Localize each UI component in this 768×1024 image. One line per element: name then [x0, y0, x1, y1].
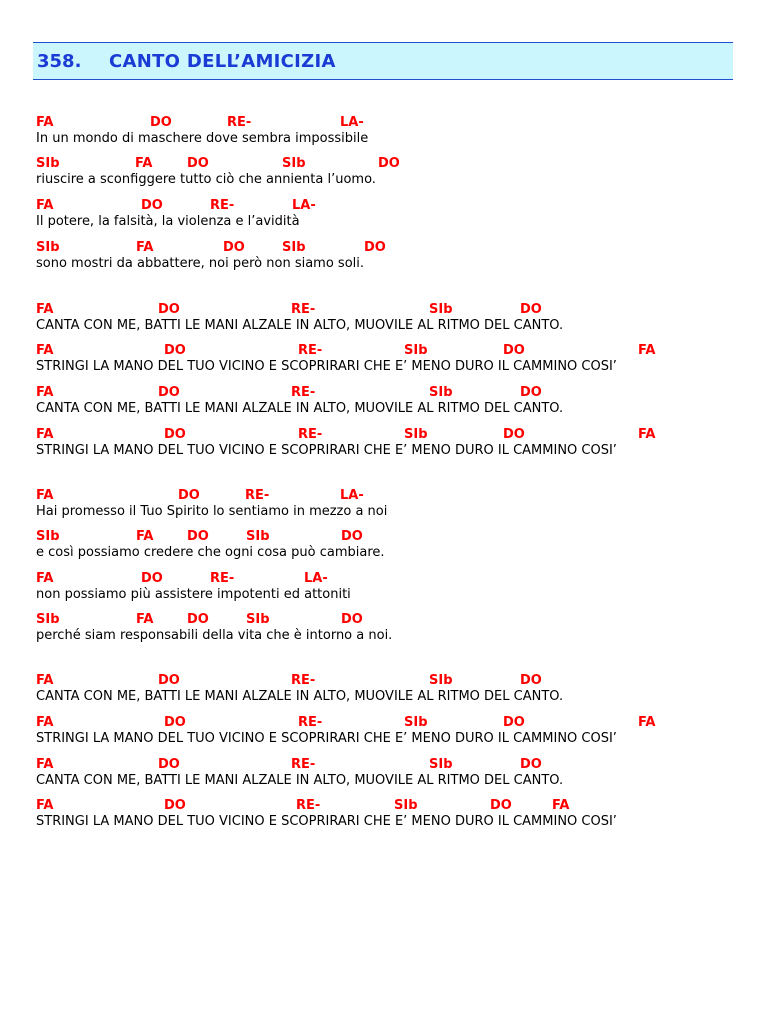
chord: DO [150, 115, 172, 130]
chord: FA [36, 798, 54, 813]
chord: SIb [246, 529, 270, 544]
chord: RE- [291, 673, 316, 688]
chord: FA [36, 571, 54, 586]
chord: LA- [304, 571, 328, 586]
lyric-line: perché siam responsabili della vita che è intorno a noi. [36, 628, 393, 643]
chord: SIb [36, 240, 60, 255]
chord: DO [341, 612, 363, 627]
chord: RE- [298, 343, 323, 358]
chord: DO [158, 673, 180, 688]
chord: RE- [245, 488, 270, 503]
chord: FA [638, 343, 656, 358]
chord: DO [187, 156, 209, 171]
chord: FA [552, 798, 570, 813]
chord: DO [158, 757, 180, 772]
song-number: 358. [37, 51, 82, 72]
chord: SIb [404, 715, 428, 730]
chord: FA [136, 612, 154, 627]
chord: FA [36, 673, 54, 688]
lyric-line: STRINGI LA MANO DEL TUO VICINO E SCOPRIRARI CHE E’ MENO DURO IL CAMMINO COSI’ [36, 443, 617, 458]
chord: FA [135, 156, 153, 171]
chord: SIb [429, 673, 453, 688]
chord: FA [136, 529, 154, 544]
chord: LA- [340, 115, 364, 130]
chord: DO [503, 427, 525, 442]
chord: SIb [404, 427, 428, 442]
chord: RE- [296, 798, 321, 813]
chord: SIb [429, 385, 453, 400]
chord: SIb [429, 757, 453, 772]
chord: FA [36, 715, 54, 730]
chord: DO [520, 673, 542, 688]
chord: DO [341, 529, 363, 544]
chord: SIb [282, 156, 306, 171]
chord: LA- [340, 488, 364, 503]
chord: DO [520, 302, 542, 317]
chord: SIb [429, 302, 453, 317]
chord: SIb [36, 612, 60, 627]
chord: RE- [210, 198, 235, 213]
chord: DO [490, 798, 512, 813]
chord: FA [36, 757, 54, 772]
chord: DO [378, 156, 400, 171]
song-header [33, 42, 733, 80]
lyric-line: STRINGI LA MANO DEL TUO VICINO E SCOPRIRARI CHE E’ MENO DURO IL CAMMINO COSI’ [36, 731, 617, 746]
lyric-line: Il potere, la falsità, la violenza e l’avidità [36, 214, 300, 229]
lyric-line: Hai promesso il Tuo Spirito lo sentiamo in mezzo a noi [36, 504, 388, 519]
lyric-line: STRINGI LA MANO DEL TUO VICINO E SCOPRIRARI CHE E’ MENO DURO IL CAMMINO COSI’ [36, 359, 617, 374]
chord: DO [164, 427, 186, 442]
lyric-line: riuscire a sconfiggere tutto ciò che annienta l’uomo. [36, 172, 376, 187]
chord: DO [364, 240, 386, 255]
chord: RE- [291, 757, 316, 772]
lyric-line: STRINGI LA MANO DEL TUO VICINO E SCOPRIRARI CHE E’ MENO DURO IL CAMMINO COSI’ [36, 814, 617, 829]
chord: DO [158, 302, 180, 317]
lyric-line: CANTA CON ME, BATTI LE MANI ALZALE IN ALTO, MUOVILE AL RITMO DEL CANTO. [36, 318, 564, 333]
chord: FA [36, 488, 54, 503]
chord: DO [187, 612, 209, 627]
lyric-line: CANTA CON ME, BATTI LE MANI ALZALE IN ALTO, MUOVILE AL RITMO DEL CANTO. [36, 689, 564, 704]
lyric-line: e così possiamo credere che ogni cosa può cambiare. [36, 545, 385, 560]
lyric-line: CANTA CON ME, BATTI LE MANI ALZALE IN ALTO, MUOVILE AL RITMO DEL CANTO. [36, 773, 564, 788]
chord: RE- [227, 115, 252, 130]
song-title: CANTO DELL’AMICIZIA [109, 51, 336, 72]
lyric-line: non possiamo più assistere impotenti ed attoniti [36, 587, 351, 602]
chord: DO [164, 715, 186, 730]
chord: DO [158, 385, 180, 400]
chord: DO [223, 240, 245, 255]
chord: FA [36, 302, 54, 317]
chord: DO [520, 757, 542, 772]
chord: LA- [292, 198, 316, 213]
chord: FA [36, 343, 54, 358]
chord: RE- [291, 385, 316, 400]
lyric-line: CANTA CON ME, BATTI LE MANI ALZALE IN ALTO, MUOVILE AL RITMO DEL CANTO. [36, 401, 564, 416]
chord: RE- [298, 427, 323, 442]
chord: DO [141, 571, 163, 586]
chord: SIb [36, 529, 60, 544]
chord: SIb [282, 240, 306, 255]
chord: FA [638, 715, 656, 730]
chord: DO [164, 343, 186, 358]
chord: FA [36, 198, 54, 213]
chord: FA [36, 115, 54, 130]
chord: SIb [246, 612, 270, 627]
chord: DO [164, 798, 186, 813]
chord: FA [136, 240, 154, 255]
chord: FA [638, 427, 656, 442]
chord: DO [141, 198, 163, 213]
chord: FA [36, 427, 54, 442]
chord: RE- [291, 302, 316, 317]
chord: DO [503, 343, 525, 358]
chord: DO [503, 715, 525, 730]
chord: RE- [298, 715, 323, 730]
chord: RE- [210, 571, 235, 586]
chord: SIb [394, 798, 418, 813]
chord: DO [520, 385, 542, 400]
lyric-line: sono mostri da abbattere, noi però non siamo soli. [36, 256, 365, 271]
chord: SIb [36, 156, 60, 171]
chord: FA [36, 385, 54, 400]
chord: DO [187, 529, 209, 544]
lyric-line: In un mondo di maschere dove sembra impossibile [36, 131, 369, 146]
chord: DO [178, 488, 200, 503]
chord: SIb [404, 343, 428, 358]
